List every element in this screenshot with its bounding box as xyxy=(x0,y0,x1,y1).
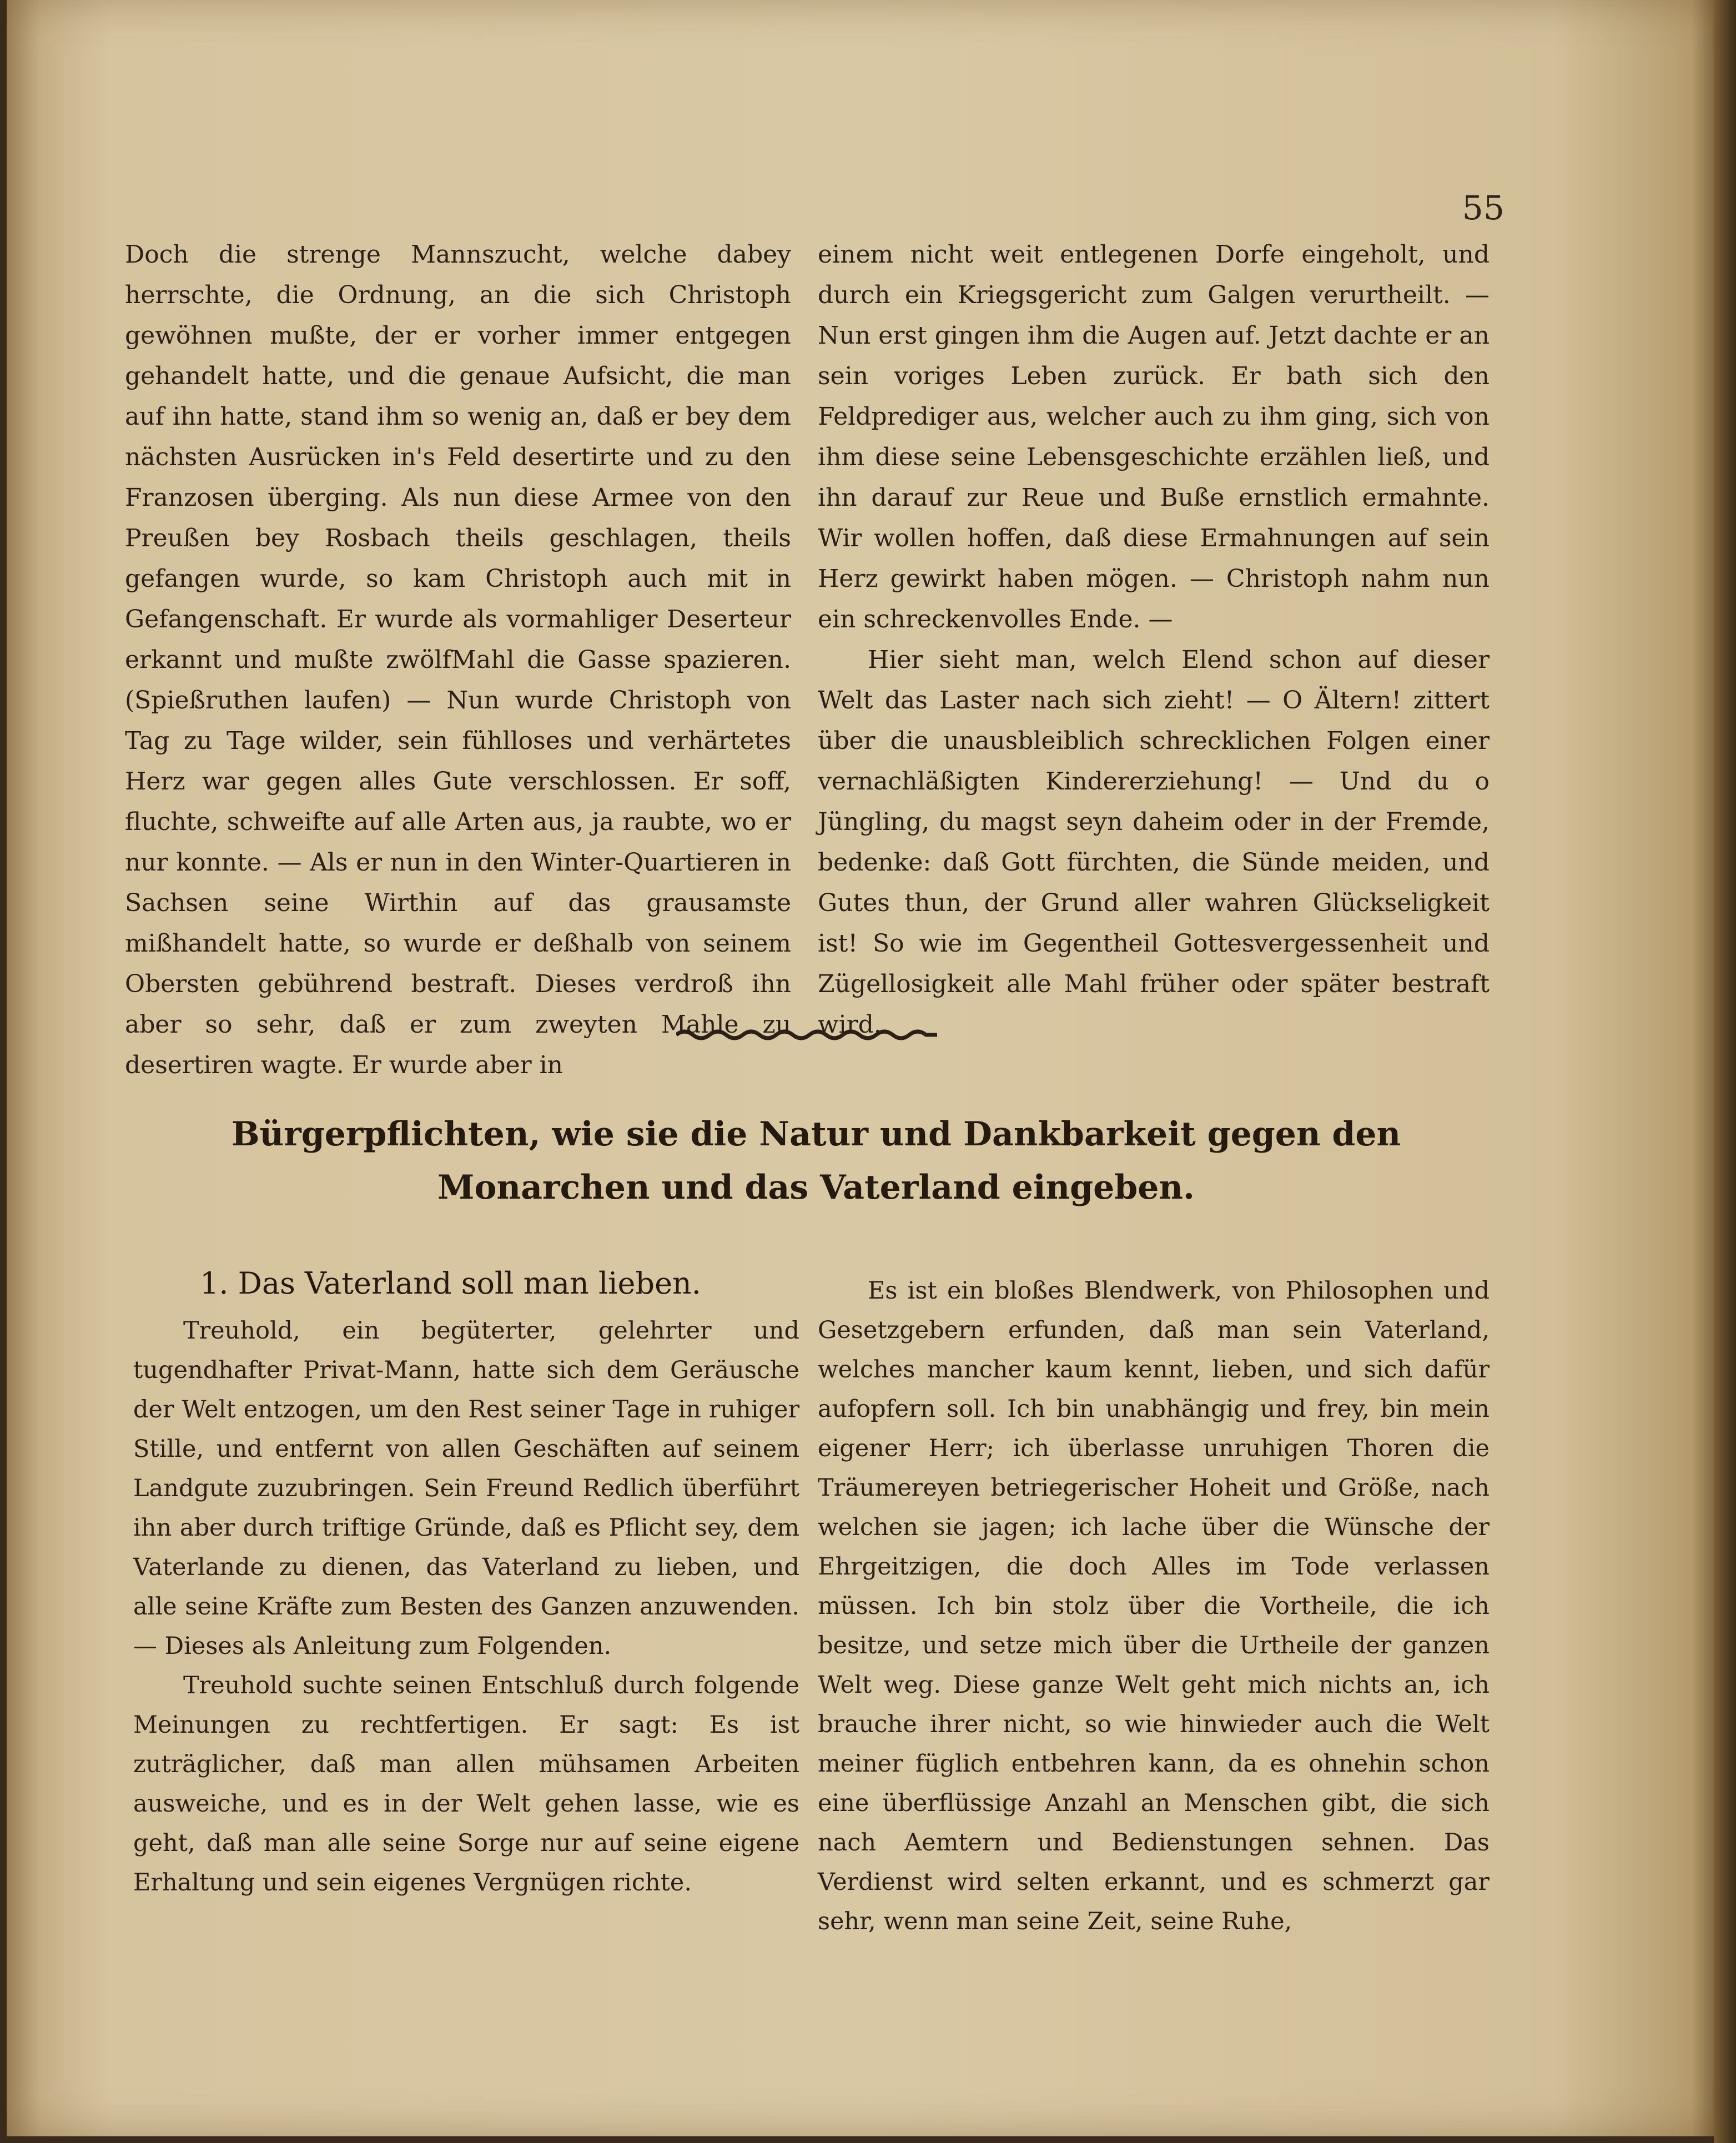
bottom-left-column xyxy=(133,1311,799,1903)
section-heading: 1. Das Vaterland soll man lieben. xyxy=(200,1266,701,1301)
top-right-column xyxy=(818,234,1490,1045)
paragraph: Treuhold suchte seinen Entschluß durch folgende Meinungen zu rechtfertigen. Er sagt: Es ist zuträglicher, daß man allen mühsamen Arbeiten ausweiche, und es in der Welt gehen lasse, wie es geht, daß man alle seine Sorge nur auf seine eigene Erhaltung und sein eigenes Vergnügen richte. xyxy=(133,1672,799,1896)
paragraph: Treuhold, ein begüterter, gelehrter und tugendhafter Privat-Mann, hatte sich dem Geräusche der Welt entzogen, um den Rest seiner Tage in ruhiger Stille, und entfernt von allen Geschäften auf seinem Landgute zuzubringen. Sein Freund Redlich überführt ihn aber durch triftige Gründe, daß es Pflicht sey, dem Vaterlande zu dienen, das Vaterland zu lieben, und alle seine Kräfte zum Besten des Ganzen anzuwenden. — Dieses als Anleitung zum Folgenden. xyxy=(133,1317,799,1660)
paragraph: Es ist ein bloßes Blendwerk, von Philosophen und Gesetzgebern erfunden, daß man sein Vaterland, welches mancher kaum kennt, lieben, und sich dafür aufopfern soll. Ich bin unabhängig und frey, bin mein eigener Herr; ich überlasse unruhigen Thoren die Träumereyen betriegerischer Hoheit und Größe, nach welchen sie jagen; ich lache über die Wünsche der Ehrgeitzigen, die doch Alles im Tode verlassen müssen. Ich bin stolz über die Vortheile, die ich besitze, und setze mich über die Urtheile der ganzen Welt weg. Diese ganze Welt geht mich nichts an, ich brauche ihrer nicht, so wie hinwieder auch die Welt meiner füglich entbehren kann, da es ohnehin schon eine überflüssige Anzahl an Menschen gibt, die sich nach Aemtern und Bedienstungen sehnen. Das Verdienst wird selten erkannt, und es schmerzt gar sehr, wenn man seine Zeit, seine Ruhe, xyxy=(818,1277,1490,1935)
page-edge xyxy=(1714,0,1736,2143)
paragraph: Doch die strenge Mannszucht, welche dabey herrschte, die Ordnung, an die sich Christoph gewöhnen mußte, der er vorher immer entgegen gehandelt hatte, und die genaue Aufsicht, die man auf ihn hatte, stand ihm so wenig an, daß er bey dem nächsten Ausrücken in's Feld desertirte und zu den Franzosen überging. Als nun diese Armee von den Preußen bey Rosbach theils geschlagen, theils gefangen wurde, so kam Christoph auch mit in Gefangenschaft. Er wurde als vormahliger Deserteur erkannt und mußte zwölfMahl die Gasse spazieren. (Spießruthen laufen) — Nun wurde Christoph von Tag zu Tage wilder, sein fühlloses und verhärtetes Herz war gegen alles Gute verschlossen. Er soff, fluchte, schweifte auf alle Arten aus, ja raubte, wo er nur konnte. — Als er nun in den Winter-Quartieren in Sachsen seine Wirthin auf das grausamste mißhandelt hatte, so wurde er deßhalb von seinem Obersten gebührend bestraft. Dieses verdroß ihn aber so sehr, daß er zum zweyten Mahle zu desertiren wagte. Er wurde aber in xyxy=(125,240,791,1079)
decorative-rule xyxy=(676,1028,937,1042)
bottom-right-column xyxy=(818,1271,1490,1941)
article-title: Bürgerpflichten, wie sie die Natur und Dankbarkeit gegen den Monarchen und das Vaterland eingeben. xyxy=(231,1115,1401,1207)
paragraph: einem nicht weit entlegenen Dorfe eingeholt, und durch ein Kriegsgericht zum Galgen verurtheilt. — Nun erst gingen ihm die Augen auf. Jetzt dachte er an sein voriges Leben zurück. Er bath sich den Feldprediger aus, welcher auch zu ihm ging, sich von ihm diese seine Lebensgeschichte erzählen ließ, und ihn darauf zur Reue und Buße ernstlich ermahnte. Wir wollen hoffen, daß diese Ermahnungen auf sein Herz gewirkt haben mögen. — Christoph nahm nun ein schreckenvolles Ende. — xyxy=(818,240,1490,633)
page-number: 55 xyxy=(1462,189,1504,228)
paragraph: Hier sieht man, welch Elend schon auf dieser Welt das Laster nach sich zieht! — O Ältern! zittert über die unausbleiblich schrecklichen Folgen einer vernachläßigten Kindererziehung! — Und du o Jüngling, du magst seyn daheim oder in der Fremde, bedenke: daß Gott fürchten, die Sünde meiden, und Gutes thun, der Grund aller wahren Glückseligkeit ist! So wie im Gegentheil Gottesvergessenheit und Zügellosigkeit alle Mahl früher oder später bestraft wird. xyxy=(818,646,1490,1039)
top-left-column xyxy=(125,234,791,1085)
